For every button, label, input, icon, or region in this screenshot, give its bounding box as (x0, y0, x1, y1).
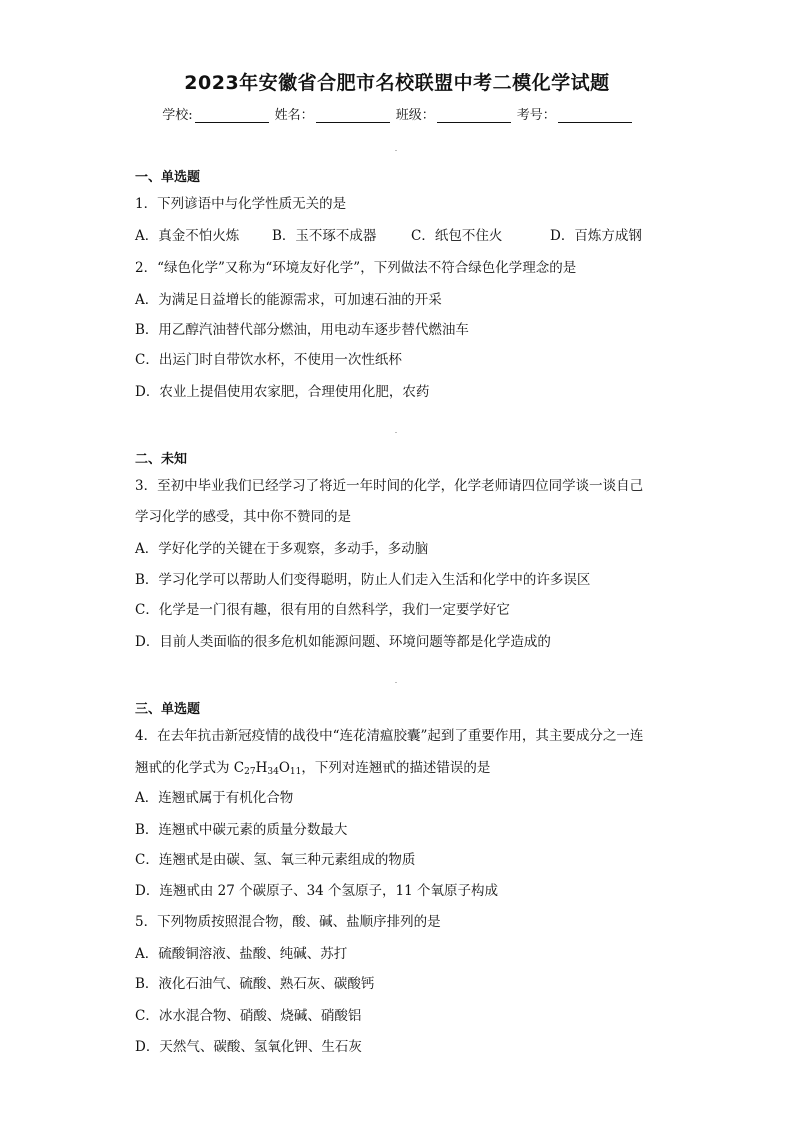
q4-stem-post: ，下列对连翘甙的描述错误的是 (301, 760, 491, 776)
page-title: 2023年安徽省合肥市名校联盟中考二模化学试题 (184, 72, 610, 94)
q1-option-d: D．百炼方成钢 (550, 228, 642, 244)
q4-stem-line-1: 4．在去年抗击新冠疫情的战役中“连花清瘟胶囊”起到了重要作用，其主要成分之一连 (135, 728, 644, 744)
q4-formula-h: H (255, 760, 268, 776)
q1-option-a: A．真金不怕火炼 (135, 228, 240, 244)
number-blank[interactable] (558, 108, 632, 123)
q2-option-b: B．用乙醇汽油替代部分燃油，用电动车逐步替代燃油车 (135, 322, 469, 338)
q5-stem: 5．下列物质按照混合物，酸、碱、盐顺序排列的是 (135, 914, 441, 930)
school-label: 学校: (162, 108, 193, 123)
q3-option-d: D．目前人类面临的很多危机如能源问题、环境问题等都是化学造成的 (135, 634, 551, 650)
section-heading-2: 二、未知 (135, 452, 188, 467)
q4-stem-line-2 (135, 756, 490, 777)
q3-option-b: B．学习化学可以帮助人们变得聪明，防止人们走入生活和化学中的许多误区 (135, 572, 591, 588)
divider-dot (395, 150, 397, 151)
q3-stem-line-2: 学习化学的感受，其中你不赞同的是 (135, 509, 351, 525)
q4-formula-o: O (278, 760, 290, 776)
school-field (162, 104, 268, 123)
q1-stem: 1．下列谚语中与化学性质无关的是 (135, 196, 347, 212)
name-blank[interactable] (316, 108, 390, 123)
q3-option-c: C．化学是一门很有趣，很有用的自然科学，我们一定要学好它 (135, 602, 510, 618)
section-heading-1: 一、单选题 (135, 170, 201, 185)
q4-option-d: D．连翘甙由 27 个碳原子、34 个氢原子，11 个氧原子构成 (135, 883, 499, 899)
school-blank[interactable] (195, 108, 269, 123)
q2-option-c: C．出运门时自带饮水杯，不使用一次性纸杯 (135, 352, 402, 368)
q4-option-a: A．连翘甙属于有机化合物 (135, 790, 294, 806)
q5-option-b: B．液化石油气、硫酸、熟石灰、碳酸钙 (135, 976, 375, 992)
q5-option-d: D．天然气、碳酸、氢氧化钾、生石灰 (135, 1039, 362, 1055)
name-label: 姓名： (274, 108, 314, 123)
number-field (517, 104, 632, 123)
q1-option-b: B．玉不琢不成器 (272, 228, 377, 244)
q4-option-b: B．连翘甙中碳元素的质量分数最大 (135, 822, 348, 838)
q2-option-a: A．为满足日益增长的能源需求，可加速石油的开采 (135, 292, 442, 308)
q5-option-a: A．硫酸铜溶液、盐酸、纯碱、苏打 (135, 946, 348, 962)
q3-option-a: A．学好化学的关键在于多观察，多动手，多动脑 (135, 541, 429, 557)
q2-stem: 2．“绿色化学”又称为“环境友好化学”，下列做法不符合绿色化学理念的是 (135, 260, 577, 276)
q4-formula-sub-o: 11 (289, 767, 302, 777)
student-info-row (0, 104, 794, 123)
q4-option-c: C．连翘甙是由碳、氢、氧三种元素组成的物质 (135, 852, 416, 868)
divider-dot (395, 682, 397, 683)
class-blank[interactable] (437, 108, 511, 123)
q1-option-c: C．纸包不住火 (411, 228, 503, 244)
q4-formula-sub-h: 34 (267, 767, 279, 777)
q3-stem-line-1: 3．至初中毕业我们已经学习了将近一年时间的化学，化学老师请四位同学谈一谈自己 (135, 478, 644, 494)
section-heading-3: 三、单选题 (135, 702, 201, 717)
class-field (396, 104, 511, 123)
q5-option-c: C．冰水混合物、硝酸、烧碱、硝酸铝 (135, 1008, 362, 1024)
divider-dot (395, 432, 397, 433)
class-label: 班级： (395, 108, 435, 123)
q4-stem-pre: 翘甙的化学式为 C (135, 760, 245, 776)
q2-option-d: D．农业上提倡使用农家肥，合理使用化肥，农药 (135, 384, 430, 400)
number-label: 考号： (516, 108, 556, 123)
q4-formula-sub-c: 27 (244, 767, 256, 777)
name-field (275, 104, 390, 123)
